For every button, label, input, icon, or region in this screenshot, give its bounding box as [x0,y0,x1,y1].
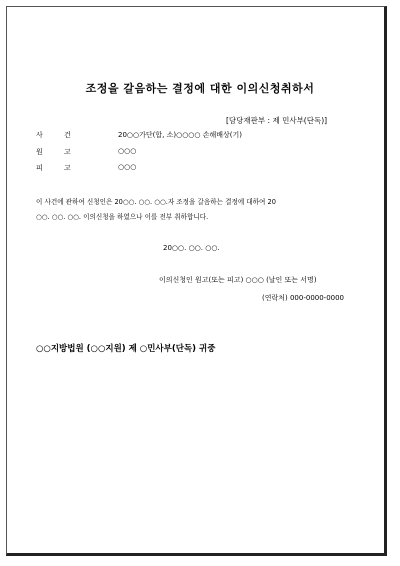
body-line-2: ○○. ○○. ○○. 이의신청을 하였으나 이를 전부 취하합니다. [36,213,209,221]
defendant-value: ○○○ [118,163,137,171]
case-label-b: 건 [64,131,71,139]
document-date: 20○○. ○○. ○○. [163,244,220,252]
phone-line: (연락처) 000-0000-0000 [262,294,345,302]
plaintiff-value: ○○○ [118,147,137,155]
court-addressee: ○○지방법원 (○○지원) 제 ○민사부(단독) 귀중 [36,344,216,354]
defendant-label-a: 피 [36,164,43,172]
case-value: 20○○가단(합, 소)○○○○ 손해배상(기) [118,131,243,139]
defendant-label-b: 고 [64,164,71,172]
document-title: 조정을 갈음하는 결정에 대한 이의신청취하서 [85,82,315,95]
signature-line: 이의신청인 원고(또는 피고) ○○○ (날인 또는 서명) [159,276,317,284]
plaintiff-label-b: 고 [64,148,71,156]
department-line: [담당재판부 : 제 민사부(단독)] [226,116,328,125]
plaintiff-label-a: 원 [36,148,43,156]
case-label-a: 사 [36,131,43,139]
body-line-1: 이 사건에 관하여 신청인은 20○○. ○○. ○○.자 조정을 갈음하는 결정에 대하여 20 [36,198,276,206]
